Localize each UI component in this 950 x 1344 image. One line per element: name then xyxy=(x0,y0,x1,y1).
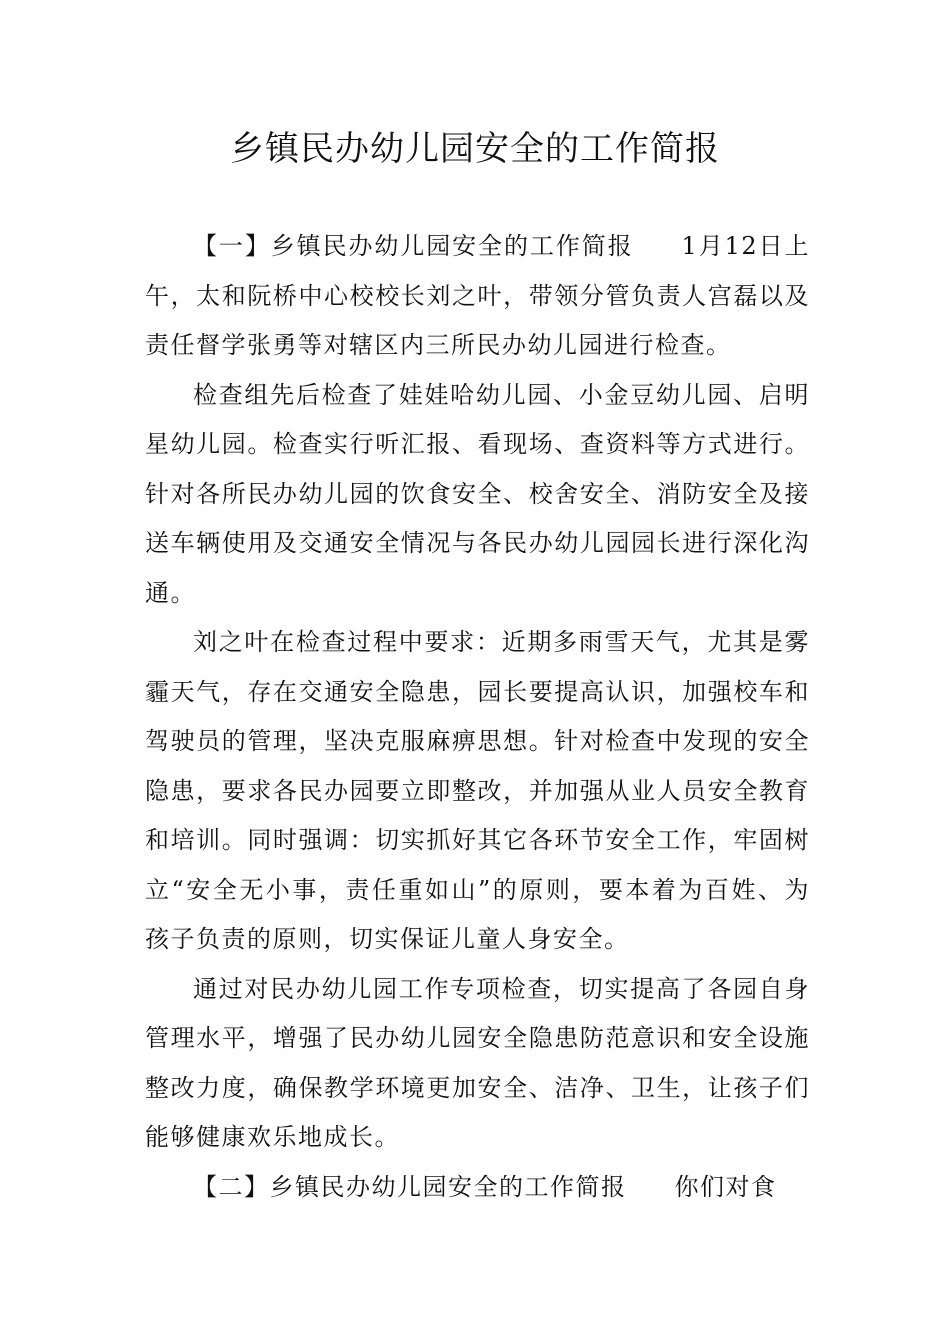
paragraph-5-text: 你们对食 xyxy=(674,1172,777,1201)
paragraph-4-text: 通过对民办幼儿园工作专项检查，切实提高了各园自身管理水平，增强了民办幼儿园安全隐患防范意识和安全设施整改力度，确保教学环境更加安全、洁净、卫生，让孩子们能够健康欢乐地成长。 xyxy=(145,974,810,1151)
paragraph-4 xyxy=(145,965,810,1163)
paragraph-1 xyxy=(145,222,810,371)
paragraph-2-text: 检查组先后检查了娃娃哈幼儿园、小金豆幼儿园、启明星幼儿园。检查实行听汇报、看现场、查资料等方式进行。针对各所民办幼儿园的饮食安全、校舍安全、消防安全及接送车辆使用及交通安全情况与各民办幼儿园园长进行深化沟通。 xyxy=(145,380,810,607)
paragraph-3-text: 刘之叶在检查过程中要求：近期多雨雪天气，尤其是雾霾天气，存在交通安全隐患，园长要提高认识，加强校车和驾驶员的管理，坚决克服麻痹思想。针对检查中发现的安全隐患，要求各民办园要立即整改，并加强从业人员安全教育和培训。同时强调：切实抓好其它各环节安全工作，牢固树立“安全无小事，责任重如山”的原则，要本着为百姓、为孩子负责的原则，切实保证儿童人身安全。 xyxy=(145,628,810,953)
section-heading-2: 【二】乡镇民办幼儿园安全的工作简报 xyxy=(193,1172,627,1201)
paragraph-1-text: 1月12日上午，太和阮桥中心校校长刘之叶，带领分管负责人宫磊以及责任督学张勇等对辖区内三所民办幼儿园进行检查。 xyxy=(145,232,811,359)
paragraph-5 xyxy=(145,1163,810,1213)
paragraph-3 xyxy=(145,618,810,965)
section-heading-1: 【一】乡镇民办幼儿园安全的工作简报 xyxy=(193,232,634,260)
paragraph-2 xyxy=(145,371,810,619)
document-title: 乡镇民办幼儿园安全的工作简报 xyxy=(230,129,720,169)
document-body xyxy=(145,222,810,1212)
